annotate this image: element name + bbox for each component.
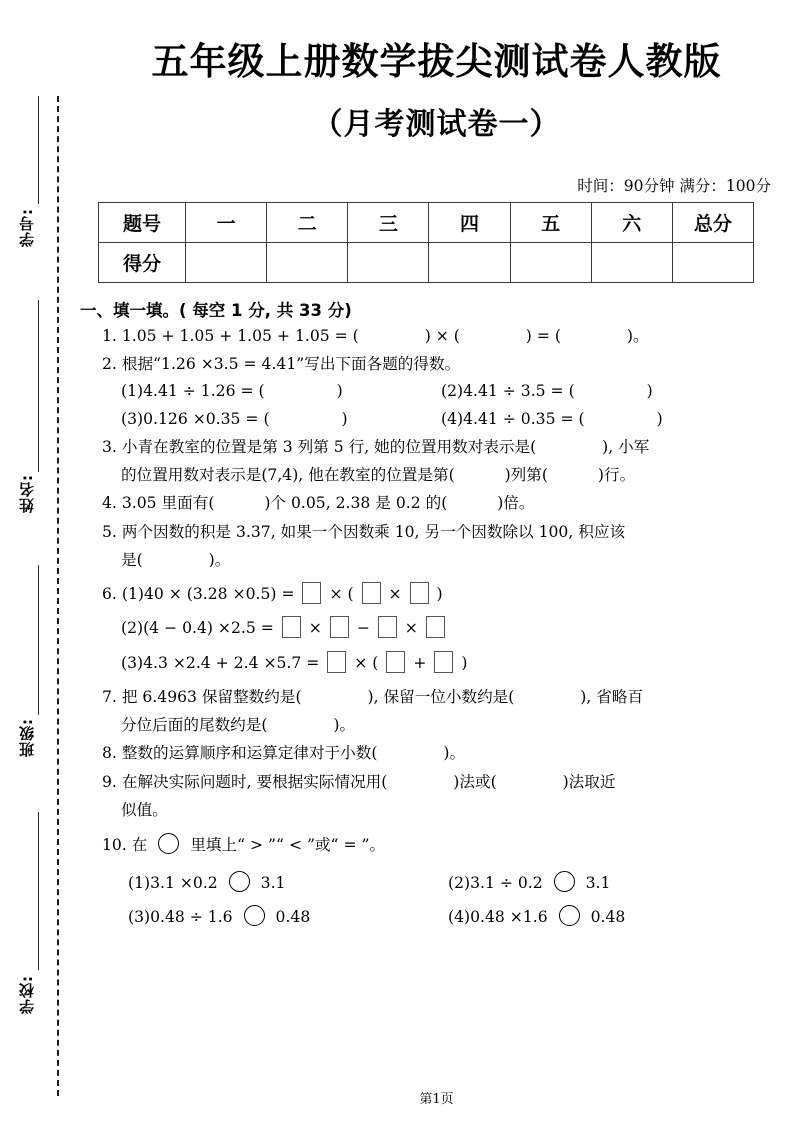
question-10-lead-a: 在 bbox=[131, 836, 148, 854]
comparison-circle-lead[interactable] bbox=[158, 833, 179, 854]
page-title: 五年级上册数学拔尖测试卷人教版 bbox=[151, 39, 722, 83]
question-7-line2 bbox=[80, 713, 793, 738]
question-9-line1-b: )法或( bbox=[453, 772, 497, 791]
question-10-item-3 bbox=[128, 905, 448, 926]
score-cell-1[interactable] bbox=[267, 242, 348, 282]
answer-box-6-2-3[interactable] bbox=[378, 616, 397, 638]
question-3-line1-a: 小青在教室的位置是第 3 列第 5 行, 她的位置用数对表示是( bbox=[121, 437, 537, 456]
question-5-line1: 两个因数的积是 3.37, 如果一个因数乘 10, 另一个因数除以 100, 积应该 bbox=[121, 522, 626, 541]
question-10-row-1 bbox=[80, 871, 793, 892]
score-table-col-0: 一 bbox=[186, 202, 267, 242]
left-margin-strip bbox=[0, 0, 80, 1122]
answer-box-6-1-3[interactable] bbox=[410, 582, 429, 604]
question-6-item-2-op2: − bbox=[356, 619, 370, 638]
question-7-line2-b: )。 bbox=[333, 716, 356, 734]
comparison-circle-2[interactable] bbox=[554, 871, 575, 892]
question-6-item-2-op1: × bbox=[308, 619, 322, 638]
question-2-item-1-expr: 4.41 ÷ 1.26 = ( bbox=[143, 382, 265, 401]
question-7-line1-b: ), 保留一位小数约是( bbox=[367, 687, 515, 706]
question-6-item-3 bbox=[80, 651, 793, 676]
question-10-item-2-label: (2) bbox=[448, 874, 471, 893]
question-6-item-2-op3: × bbox=[404, 619, 418, 638]
question-6-item-1-op3: ) bbox=[436, 585, 443, 603]
question-8-text-b: )。 bbox=[443, 744, 466, 763]
question-10-item-2-right: 3.1 bbox=[585, 874, 611, 893]
question-3-line2-b: )列第( bbox=[504, 466, 548, 484]
question-9-line2: 似值。 bbox=[121, 800, 168, 819]
comparison-circle-3[interactable] bbox=[244, 905, 265, 926]
question-2-item-3-expr: 0.126 ×0.35 = ( bbox=[143, 409, 270, 428]
write-line-4 bbox=[38, 812, 39, 970]
question-1-number: 1. bbox=[102, 326, 117, 345]
answer-box-6-1-1[interactable] bbox=[302, 582, 321, 604]
question-10-lead-b: 里填上“ > ”“ < ”或“ = ”。 bbox=[190, 836, 386, 854]
margin-label-name: 姓名: bbox=[18, 474, 36, 513]
question-2-item-1-label: (1) bbox=[121, 382, 144, 401]
score-table-col-4: 五 bbox=[510, 202, 591, 242]
score-table-row-label-1: 得分 bbox=[99, 242, 186, 282]
question-3-line2 bbox=[80, 463, 793, 488]
question-4-text-a: 3.05 里面有( bbox=[121, 494, 215, 513]
exam-meta-info: 时间：90分钟 满分：100分 bbox=[577, 176, 771, 195]
question-2-item-4 bbox=[441, 407, 761, 432]
question-5-line2-b: )。 bbox=[208, 550, 231, 569]
score-cell-6[interactable] bbox=[672, 242, 753, 282]
question-2-item-4-close: ) bbox=[656, 409, 663, 428]
question-2-item-2 bbox=[441, 379, 761, 404]
question-2-item-4-label: (4) bbox=[441, 409, 464, 428]
question-10-item-1-label: (1) bbox=[128, 874, 151, 893]
margin-label-student-id: 学号: bbox=[18, 208, 36, 247]
answer-box-6-2-2[interactable] bbox=[330, 616, 349, 638]
question-3-line2-c: )行。 bbox=[597, 466, 636, 484]
question-10-item-3-left: 0.48 ÷ 1.6 bbox=[150, 908, 233, 927]
comparison-circle-1[interactable] bbox=[229, 871, 250, 892]
question-1 bbox=[80, 324, 793, 349]
question-7-line2-a: 分位后面的尾数约是( bbox=[121, 716, 268, 734]
question-5-line2-a: 是( bbox=[121, 550, 143, 569]
question-1-text-c: ) = ( bbox=[525, 326, 561, 345]
question-4 bbox=[80, 491, 793, 516]
question-10-number: 10. bbox=[102, 836, 127, 854]
question-6-item-3-op3: ) bbox=[461, 653, 468, 672]
question-2-item-1-close: ) bbox=[336, 382, 343, 401]
table-row-scores bbox=[99, 242, 754, 282]
question-4-text-b: )个 0.05, 2.38 是 0.2 的( bbox=[264, 494, 448, 513]
answer-box-6-2-4[interactable] bbox=[426, 616, 445, 638]
question-2-number: 2. bbox=[102, 355, 117, 373]
page-subtitle: （月考测试卷一） bbox=[312, 107, 561, 143]
question-2-row-2 bbox=[80, 407, 793, 432]
question-2-item-2-expr: 4.41 ÷ 3.5 = ( bbox=[463, 382, 575, 401]
question-3-number: 3. bbox=[102, 437, 117, 456]
score-cell-0[interactable] bbox=[186, 242, 267, 282]
question-9 bbox=[80, 770, 793, 795]
score-table bbox=[98, 202, 754, 283]
score-table-col-1: 二 bbox=[267, 202, 348, 242]
score-table-col-5: 六 bbox=[591, 202, 672, 242]
page-footer: 第1页 bbox=[419, 1092, 454, 1107]
question-7-number: 7. bbox=[102, 687, 117, 706]
score-cell-2[interactable] bbox=[348, 242, 429, 282]
score-cell-5[interactable] bbox=[591, 242, 672, 282]
question-2-text: 根据“1.26 ×3.5 = 4.41”写出下面各题的得数。 bbox=[121, 355, 461, 373]
write-line-1 bbox=[38, 96, 39, 204]
question-6-item-1-op2: × bbox=[388, 585, 402, 603]
answer-box-6-2-1[interactable] bbox=[282, 616, 301, 638]
question-6-item-1 bbox=[80, 582, 793, 607]
question-10-item-1 bbox=[128, 871, 448, 892]
question-6-item-3-op1: × ( bbox=[354, 653, 379, 672]
question-1-text-d: )。 bbox=[626, 326, 649, 345]
question-3-line2-a: 的位置用数对表示是(7,4), 他在教室的位置是第( bbox=[121, 466, 455, 484]
question-2-item-2-close: ) bbox=[646, 382, 653, 401]
comparison-circle-4[interactable] bbox=[559, 905, 580, 926]
question-1-text-a: 1.05 + 1.05 + 1.05 + 1.05 = ( bbox=[121, 326, 359, 345]
question-10 bbox=[80, 833, 793, 858]
question-4-number: 4. bbox=[102, 494, 117, 513]
question-2-item-3-close: ) bbox=[341, 409, 348, 428]
section-heading-fill-in: 一、填一填。( 每空 1 分, 共 33 分) bbox=[80, 300, 352, 320]
score-table-col-2: 三 bbox=[348, 202, 429, 242]
question-2 bbox=[80, 352, 793, 377]
write-line-3 bbox=[38, 565, 39, 715]
question-10-item-4-label: (4) bbox=[448, 908, 471, 927]
question-6-item-3-op2: + bbox=[413, 653, 427, 672]
question-6-number: 6. bbox=[102, 585, 117, 603]
question-6-item-2 bbox=[80, 616, 793, 641]
question-2-item-3-label: (3) bbox=[121, 409, 144, 428]
question-10-row-2 bbox=[80, 905, 793, 926]
write-line-2 bbox=[38, 300, 39, 472]
question-5-line2 bbox=[80, 548, 793, 573]
question-3-line1-b: ), 小军 bbox=[602, 437, 650, 456]
exam-page bbox=[80, 0, 793, 1122]
score-cell-4[interactable] bbox=[510, 242, 591, 282]
question-6-item-3-lhs: 4.3 ×2.4 + 2.4 ×5.7 = bbox=[143, 653, 320, 672]
question-8 bbox=[80, 741, 793, 766]
question-10-item-4 bbox=[448, 905, 768, 926]
question-8-text-a: 整数的运算顺序和运算定律对于小数( bbox=[121, 744, 378, 763]
question-2-item-2-label: (2) bbox=[441, 382, 464, 401]
question-2-item-4-expr: 4.41 ÷ 0.35 = ( bbox=[463, 409, 585, 428]
question-10-item-2 bbox=[448, 871, 768, 892]
question-7-line1-c: ), 省略百 bbox=[580, 687, 644, 706]
margin-label-class: 班级: bbox=[18, 718, 36, 757]
question-10-item-1-left: 3.1 ×0.2 bbox=[150, 874, 218, 893]
score-table-col-6: 总分 bbox=[672, 202, 753, 242]
question-7 bbox=[80, 685, 793, 710]
question-10-item-4-right: 0.48 bbox=[590, 908, 626, 927]
question-6-item-1-op1: × ( bbox=[329, 585, 354, 603]
score-table-col-3: 四 bbox=[429, 202, 510, 242]
question-1-text-b: ) × ( bbox=[424, 326, 460, 345]
question-5 bbox=[80, 520, 793, 545]
question-9-line2 bbox=[80, 798, 793, 823]
question-10-item-4-left: 0.48 ×1.6 bbox=[470, 908, 548, 927]
question-10-item-1-right: 3.1 bbox=[260, 874, 286, 893]
answer-box-6-1-2[interactable] bbox=[362, 582, 381, 604]
question-2-row-1 bbox=[80, 379, 793, 404]
question-10-item-3-right: 0.48 bbox=[275, 908, 311, 927]
question-6-item-1-lhs: 40 × (3.28 ×0.5) = bbox=[143, 585, 295, 603]
score-table-row-label-0: 题号 bbox=[99, 202, 186, 242]
question-10-item-2-left: 3.1 ÷ 0.2 bbox=[470, 874, 543, 893]
table-row-header bbox=[99, 202, 754, 242]
question-6-item-2-lhs: (4 − 0.4) ×2.5 = bbox=[143, 619, 274, 638]
question-9-line1-a: 在解决实际问题时, 要根据实际情况用( bbox=[121, 772, 388, 791]
question-2-item-3 bbox=[121, 407, 441, 432]
question-4-text-c: )倍。 bbox=[497, 494, 535, 513]
answer-box-6-3-3[interactable] bbox=[434, 651, 453, 673]
question-9-number: 9. bbox=[102, 772, 117, 791]
margin-label-school: 学校: bbox=[18, 975, 36, 1014]
question-9-line1-c: )法取近 bbox=[562, 772, 616, 791]
question-7-line1-a: 把 6.4963 保留整数约是( bbox=[121, 687, 302, 706]
question-6-item-2-label: (2) bbox=[121, 619, 144, 638]
score-cell-3[interactable] bbox=[429, 242, 510, 282]
answer-box-6-3-2[interactable] bbox=[386, 651, 405, 673]
question-2-item-1 bbox=[121, 379, 441, 404]
question-3 bbox=[80, 435, 793, 460]
answer-box-6-3-1[interactable] bbox=[327, 651, 346, 673]
question-6-item-3-label: (3) bbox=[121, 653, 144, 672]
question-5-number: 5. bbox=[102, 522, 117, 541]
question-8-number: 8. bbox=[102, 744, 117, 763]
question-10-item-3-label: (3) bbox=[128, 908, 151, 927]
question-6-item-1-label: (1) bbox=[121, 585, 144, 603]
